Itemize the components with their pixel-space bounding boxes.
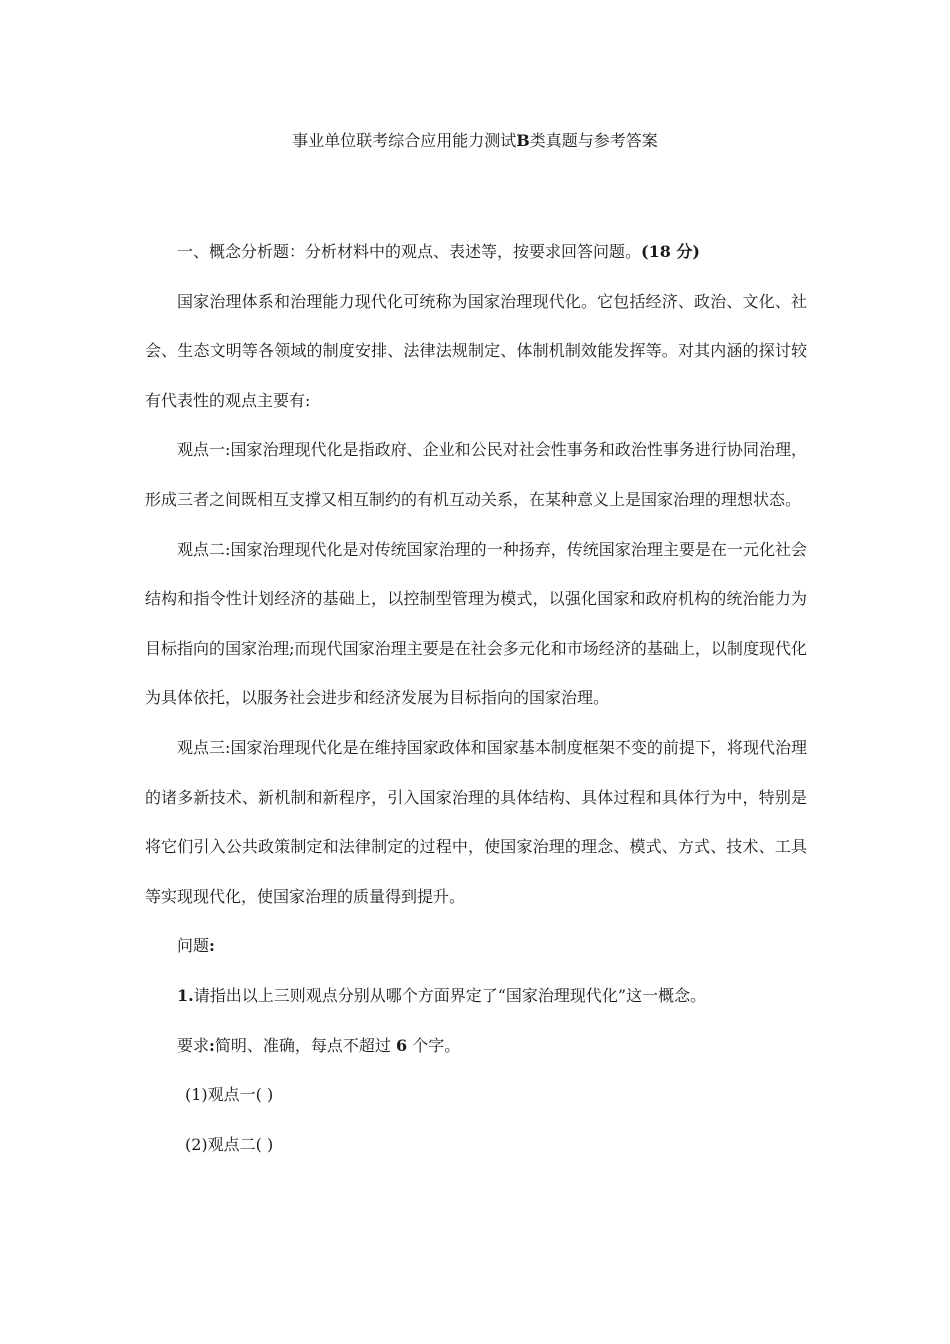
document-body	[145, 227, 807, 1169]
requirement-text-a: 简明、准确，每点不超过	[214, 1035, 397, 1055]
question-label-text: 问题	[177, 936, 210, 956]
title-suffix: 类真题与参考答案	[529, 131, 658, 150]
answer-option-two: (2)观点二( )	[185, 1134, 274, 1154]
section-points: (18 分)	[641, 242, 700, 261]
requirement-label: 要求	[177, 1035, 210, 1055]
section-heading-text: 一、概念分析题：分析材料中的观点、表述等，按要求回答问题。	[177, 242, 642, 261]
title-prefix: 事业单位联考综合应用能力测试	[292, 131, 517, 150]
title-bold-letter: B	[516, 131, 530, 150]
requirement-text-b: 个字。	[407, 1035, 461, 1055]
view-three-paragraph: 观点三:国家治理现代化是在维持国家政体和国家基本制度框架不变的前提下，将现代治理的诸多新技术、新机制和新程序，引入国家治理的具体结构、具体过程和具体行为中，特别是将它们引入公共政策制定和法律制定的过程中，使国家治理的理念、模式、方式、技术、工具等实现现代化，使国家治理的质量得到提升。	[145, 737, 807, 906]
requirement-colon: :	[209, 1035, 215, 1055]
question-one-text: 请指出以上三则观点分别从哪个方面界定了“国家治理现代化”这一概念。	[193, 985, 707, 1005]
question-label	[145, 921, 807, 971]
question-one	[145, 971, 807, 1021]
requirement-line	[145, 1021, 807, 1071]
intro-paragraph: 国家治理体系和治理能力现代化可统称为国家治理现代化。它包括经济、政治、文化、社会、生态文明等各领域的制度安排、法律法规制定、体制机制效能发挥等。对其内涵的探讨较有代表性的观点主要有:	[145, 291, 807, 410]
question-one-number: 1.	[177, 985, 194, 1005]
document-title	[0, 129, 950, 153]
view-two-paragraph: 观点二:国家治理现代化是对传统国家治理的一种扬弃，传统国家治理主要是在一元化社会结构和指令性计划经济的基础上，以控制型管理为模式，以强化国家和政府机构的统治能力为目标指向的国家治理;而现代国家治理主要是在社会多元化和市场经济的基础上，以制度现代化为具体依托，以服务社会进步和经济发展为目标指向的国家治理。	[145, 539, 807, 708]
question-label-colon: :	[209, 936, 215, 956]
answer-option-one: (1)观点一( )	[185, 1085, 274, 1105]
requirement-number: 6	[396, 1035, 408, 1055]
section-heading	[145, 227, 807, 277]
view-one-paragraph: 观点一:国家治理现代化是指政府、企业和公民对社会性事务和政治性事务进行协同治理，形成三者之间既相互支撑又相互制约的有机互动关系，在某种意义上是国家治理的理想状态。	[145, 440, 807, 509]
